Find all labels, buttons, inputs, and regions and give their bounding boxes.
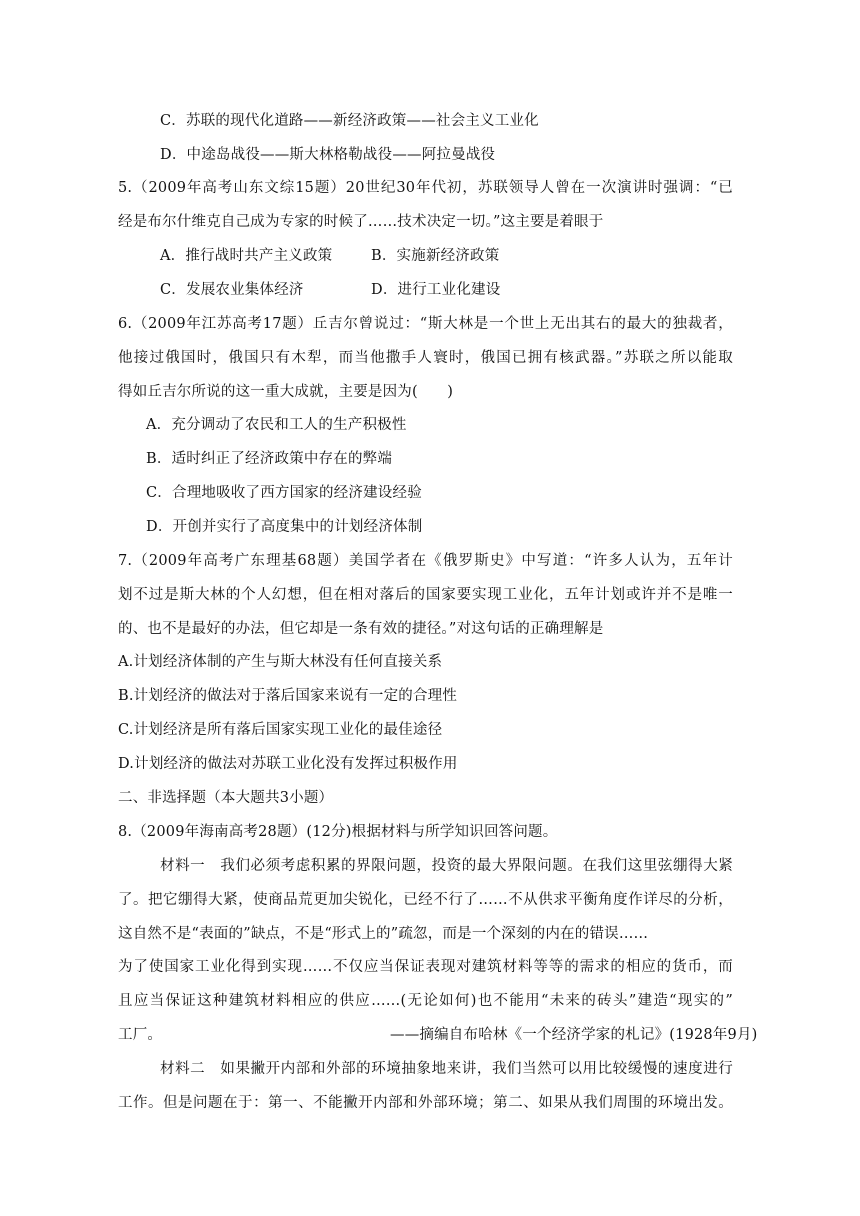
q8-material2-line2: 工作。但是问题在于：第一、不能撇开内部和外部环境；第二、如果从我们周围的环境出发。 — [118, 1095, 733, 1111]
q6-stem-line3: 得如丘吉尔所说的这一重大成就，主要是因为( ) — [118, 384, 454, 400]
q5-option-b: B．实施新经济政策 — [371, 248, 500, 264]
q8-material1-line1: 材料一 我们必须考虑积累的界限问题，投资的最大界限问题。在我们这里弦绷得大紧 — [160, 858, 733, 874]
q6-stem-line1: 6.（2009年江苏高考17题）丘吉尔曾说过：“斯大林是一个世上无出其右的最大的独裁者， — [118, 316, 733, 332]
q5-option-d: D．进行工业化建设 — [371, 282, 501, 298]
q7-stem-line1: 7.（2009年高考广东理基68题）美国学者在《俄罗斯史》中写道：“许多人认为，五年计 — [118, 553, 733, 569]
q4-option-d: D．中途岛战役——斯大林格勒战役——阿拉曼战役 — [160, 147, 496, 163]
q8-material1-source: ——摘编自布哈林《一个经济学家的札记》(1928年9月) — [390, 1027, 758, 1043]
q7-stem-line2: 划不过是斯大林的个人幻想，但在相对落后的国家要实现工业化，五年计划或许并不是唯一 — [118, 587, 733, 603]
q7-option-a: A.计划经济体制的产生与斯大林没有任何直接关系 — [118, 654, 443, 670]
q8-stem-line1: 8.（2009年海南高考28题）(12分)根据材料与所学知识回答问题。 — [118, 824, 558, 840]
q5-option-a: A．推行战时共产主义政策 — [160, 248, 333, 264]
q8-material1-line4: 为了使国家工业化得到实现……不仅应当保证表现对建筑材料等等的需求的相应的货币，而 — [118, 959, 733, 975]
q7-option-d: D.计划经济的做法对苏联工业化没有发挥过积极作用 — [118, 756, 458, 772]
q5-stem-line2: 经是布尔什维克自己成为专家的时候了……技术决定一切。”这主要是着眼于 — [118, 214, 604, 230]
q6-option-b: B．适时纠正了经济政策中存在的弊端 — [146, 451, 393, 467]
q7-option-b: B.计划经济的做法对于落后国家来说有一定的合理性 — [118, 688, 458, 704]
q8-material1-line5: 且应当保证这种建筑材料相应的供应……(无论如何)也不能用“未来的砖头”建造“现实的” — [118, 993, 733, 1009]
q5-stem-line1: 5.（2009年高考山东文综15题）20世纪30年代初，苏联领导人曾在一次演讲时强调：“已 — [118, 180, 733, 196]
q6-option-d: D．开创并实行了高度集中的计划经济体制 — [146, 519, 423, 535]
q8-material2-line1: 材料二 如果撇开内部和外部的环境抽象地来讲，我们当然可以用比较缓慢的速度进行 — [160, 1061, 733, 1077]
q5-option-c: C．发展农业集体经济 — [160, 282, 304, 298]
q6-option-a: A．充分调动了农民和工人的生产积极性 — [146, 417, 407, 433]
q4-option-c: C．苏联的现代化道路——新经济政策——社会主义工业化 — [160, 113, 539, 129]
q7-stem-line3: 的、也不是最好的办法，但它却是一条有效的捷径。”对这句话的正确理解是 — [118, 621, 604, 637]
q6-option-c: C．合理地吸收了西方国家的经济建设经验 — [146, 485, 422, 501]
q7-option-c: C.计划经济是所有落后国家实现工业化的最佳途径 — [118, 722, 443, 738]
q8-material1-line6: 工厂。 — [118, 1027, 163, 1043]
q8-material1-line3: 这自然不是“表面的”缺点，不是“形式上的”疏忽，而是一个深刻的内在的错误…… — [118, 926, 649, 942]
section2-heading: 二、非选择题（本大题共3小题） — [118, 790, 334, 806]
q8-material1-line2: 了。把它绷得大紧，使商品荒更加尖锐化，已经不行了……不从供求平衡角度作详尽的分析， — [118, 892, 733, 908]
q6-stem-line2: 他接过俄国时，俄国只有木犁，而当他撒手人寰时，俄国已拥有核武器。”苏联之所以能取 — [118, 350, 733, 366]
